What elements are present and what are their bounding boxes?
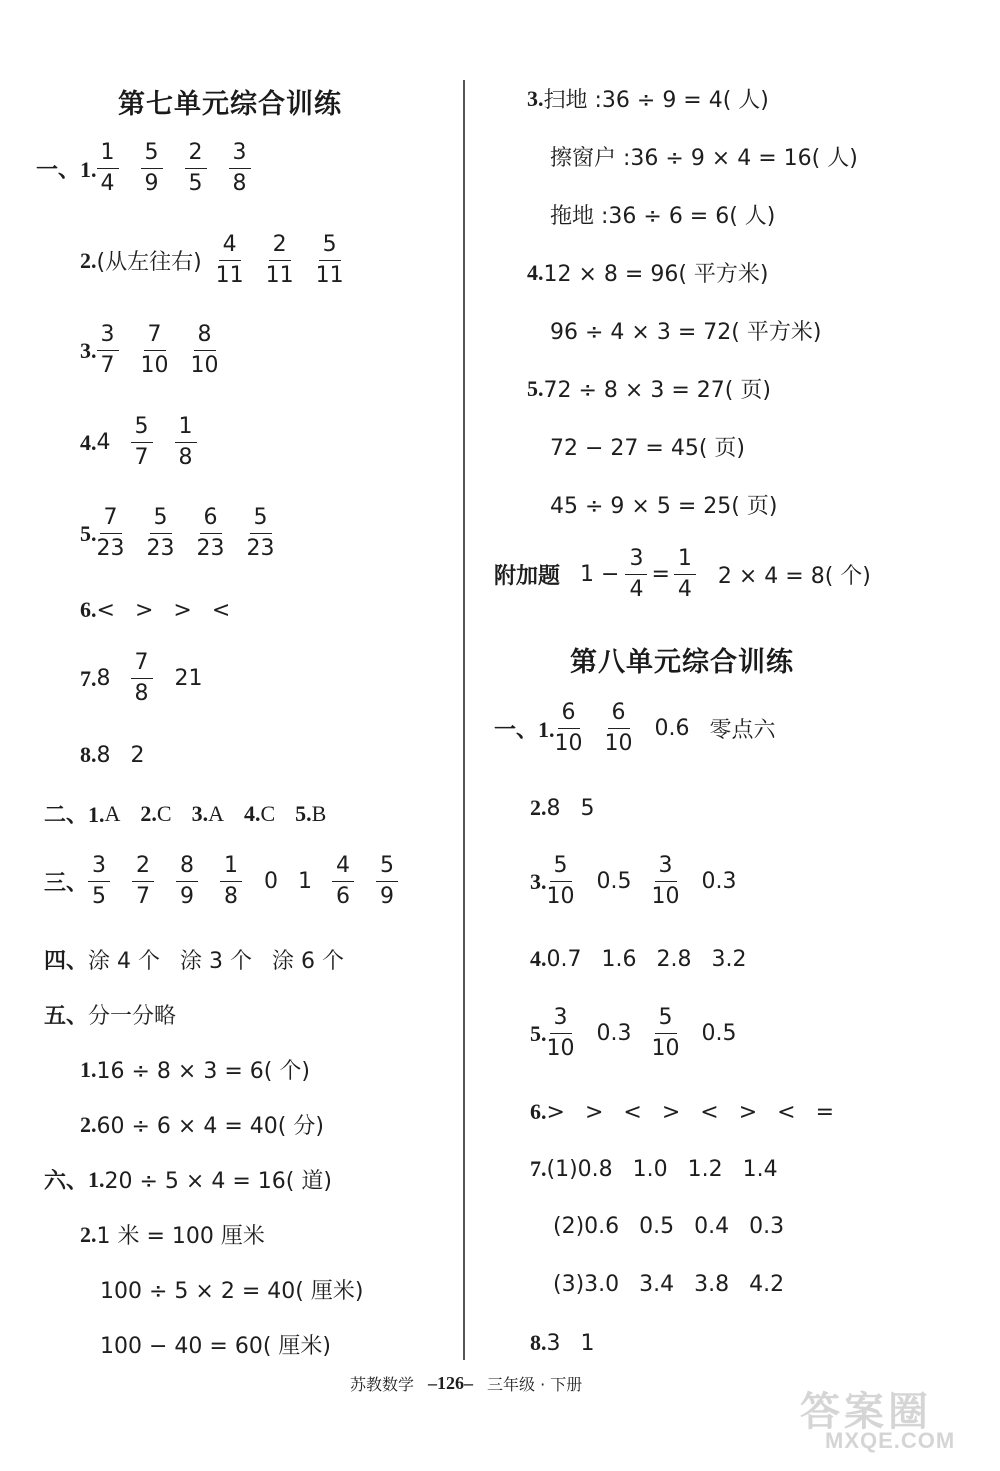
page-footer [350,1372,582,1395]
section-5-row: 五、 分一分略 [44,1003,177,1029]
r3c-row: 拖地 :36 ÷ 6 = 6( 人) [550,204,776,229]
fraction: $\frac{2}{5}$ [185,142,207,195]
q1-7-row: 7. 8 $\frac{7}{8}$ 21 [80,650,203,706]
q1-1-label: 一、1. [36,157,97,182]
section-4-row: 四、 涂 4 个 涂 3 个 涂 6 个 [44,948,344,974]
fraction: $\frac{1}{4}$ [674,548,696,601]
column-divider [463,80,465,1360]
fraction: $\frac{3}{10}$ [651,853,680,909]
watermark-site: MXQE.COM [825,1428,956,1453]
section-3-row: 三、 $\frac{3}{5}$ $\frac{2}{7}$ $\frac{8}{9}$ $\frac{1}{8}$ 0 1 $\frac{4}{6}$ $\frac{5}{9}$ [44,855,420,908]
book-name: 苏教数学 [350,1375,415,1394]
fraction: $\frac{5}{11}$ [315,232,344,288]
page-number: –126– [428,1373,474,1393]
u8-q6-row: 6. > > < > < > < = [530,1099,834,1125]
fraction: $\frac{3}{7}$ [97,324,119,377]
u8-q5-row: 5. $\frac{3}{10}$ 0.3 $\frac{5}{10}$ 0.5 [530,1005,737,1061]
fraction: $\frac{3}{8}$ [229,142,251,195]
r3-row: 3. 扫地 :36 ÷ 9 = 4( 人) [527,85,769,113]
q1-3-row: 3. $\frac{3}{7}$ $\frac{7}{10}$ $\frac{8}{10}$ [80,322,219,378]
bonus-label: 附加题 [494,564,561,589]
section-6-2c-row: 100 − 40 = 60( 厘米) [100,1334,331,1359]
q1-2-row: 2. (从左往右) $\frac{4}{11}$ $\frac{2}{11}$ $\frac{5}{11}$ [80,232,344,288]
u8-q7-2-row: (2)0.6 0.5 0.4 0.3 [553,1214,785,1239]
fraction: $\frac{5}{23}$ [246,505,275,561]
fraction: $\frac{3}{4}$ [625,548,647,601]
fraction: $\frac{7}{23}$ [96,505,125,561]
r5c-row: 45 ÷ 9 × 5 = 25( 页) [550,494,778,519]
u8-q7-1-row: 7. (1)0.8 1.0 1.2 1.4 [530,1156,778,1182]
section-2-row: 二、1. A 2. C 3. A 4. C 5. B [44,800,327,827]
fraction: $\frac{6}{10}$ [604,700,633,756]
watermark-logo: 答案圈 [800,1389,932,1435]
grade-label: 三年级 · 下册 [487,1375,583,1394]
fraction: $\frac{7}{10}$ [140,322,169,378]
r3b-row: 擦窗户 :36 ÷ 9 × 4 = 16( 人) [550,146,858,171]
unit8-title: 第八单元综合训练 [570,647,794,678]
q1-1-row [36,142,273,195]
u8-q8-row: 8. 3 1 [530,1330,595,1356]
fraction: $\frac{8}{10}$ [190,322,219,378]
r4-row: 4. 12 × 8 = 96( 平方米) [527,259,769,287]
fraction: $\frac{7}{8}$ [131,652,153,705]
u8-q4-row: 4. 0.7 1.6 2.8 3.2 [530,946,747,972]
unit7-title: 第七单元综合训练 [118,89,342,120]
fraction: $\frac{5}{9}$ [141,142,163,195]
fraction: $\frac{8}{9}$ [176,855,198,908]
fraction: $\frac{5}{7}$ [131,416,153,469]
q1-6-row: 6. < > > < [80,597,231,623]
fraction: $\frac{5}{9}$ [376,855,398,908]
section-6-2b-row: 100 ÷ 5 × 2 = 40( 厘米) [100,1279,364,1304]
fraction: $\frac{6}{23}$ [196,505,225,561]
r5b-row: 72 − 27 = 45( 页) [550,436,745,461]
fraction: $\frac{1}{8}$ [220,855,242,908]
fraction: $\frac{5}{10}$ [546,853,575,909]
section-5-2-row: 2. 60 ÷ 6 × 4 = 40( 分) [80,1111,324,1139]
q1-8-row: 8. 8 2 [80,742,145,768]
u8-q3-row: 3. $\frac{5}{10}$ 0.5 $\frac{3}{10}$ 0.3 [530,853,737,909]
fraction: $\frac{6}{10}$ [554,700,583,756]
fraction: $\frac{4}{11}$ [215,232,244,288]
q1-2-note: (从左往右) [96,250,202,275]
fraction: $\frac{1}{4}$ [97,142,119,195]
fraction: $\frac{2}{11}$ [265,232,294,288]
fraction: $\frac{4}{6}$ [332,855,354,908]
fraction: $\frac{2}{7}$ [132,855,154,908]
fraction: $\frac{3}{10}$ [546,1005,575,1061]
section-6-2-row: 2. 1 米 = 100 厘米 [80,1221,265,1249]
u8-q7-3-row: (3)3.0 3.4 3.8 4.2 [553,1272,785,1297]
r4b-row: 96 ÷ 4 × 3 = 72( 平方米) [550,320,822,345]
q1-5-row: 5. $\frac{7}{23}$ $\frac{5}{23}$ $\frac{6}{23}$ $\frac{5}{23}$ [80,505,275,561]
fraction: $\frac{1}{8}$ [175,416,197,469]
r5-row: 5. 72 ÷ 8 × 3 = 27( 页) [527,375,771,403]
u8-q1-row: 一、1. $\frac{6}{10}$ $\frac{6}{10}$ 0.6 零点六 [494,700,776,756]
section-6-1-row: 六、 1. 20 ÷ 5 × 4 = 16( 道) [44,1166,332,1194]
section-5-1-row: 1. 16 ÷ 8 × 3 = 6( 个) [80,1056,310,1084]
bonus-row: 附加题 1 − $\frac{3}{4}$ = $\frac{1}{4}$ 2 × 4 = 8( 个) [494,546,871,602]
fraction: $\frac{5}{23}$ [146,505,175,561]
u8-q2-row: 2. 8 5 [530,795,595,821]
fraction: $\frac{5}{10}$ [651,1005,680,1061]
fraction: $\frac{3}{5}$ [88,855,110,908]
q1-4-row: 4. 4 $\frac{5}{7}$ $\frac{1}{8}$ [80,416,219,469]
watermark [790,1380,990,1460]
